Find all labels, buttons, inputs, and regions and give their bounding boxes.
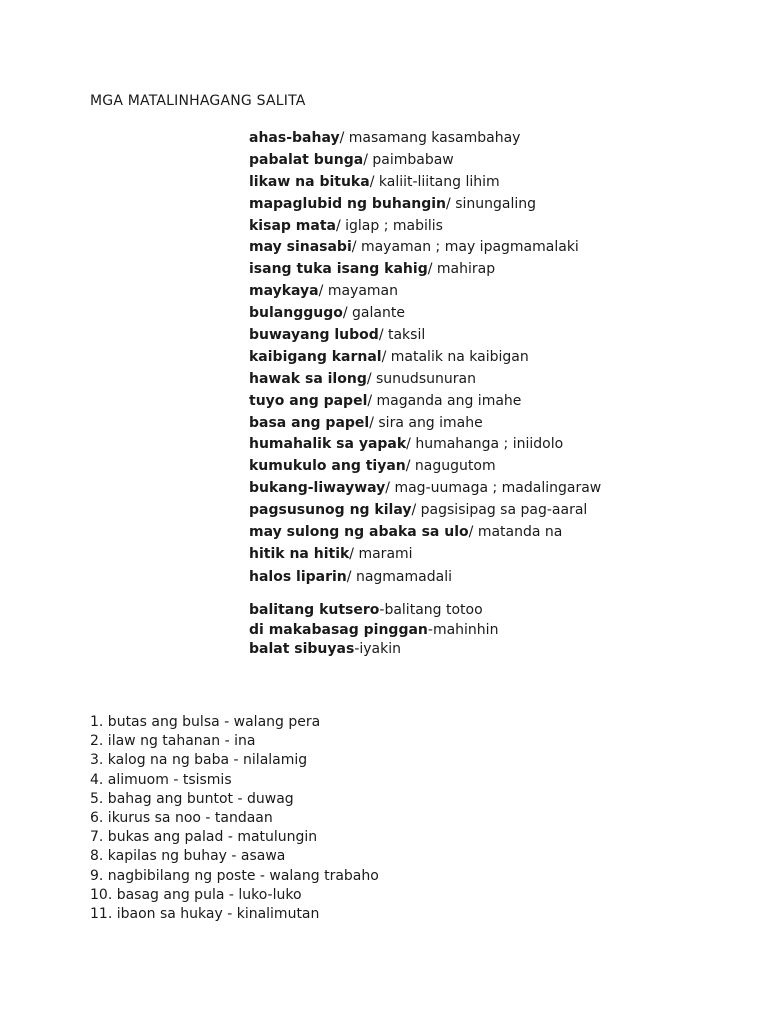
separator: / (405, 458, 415, 475)
idiom-term: kaibigang karnal (249, 348, 382, 365)
idiom-meaning: nagugutom (414, 458, 496, 475)
list-item (249, 567, 601, 589)
idiom-meaning: iglap ; mabilis (345, 217, 443, 234)
idiom-meaning: balitang totoo (384, 602, 483, 618)
separator: / (351, 239, 361, 256)
idiom-term: buwayang lubod (249, 327, 379, 344)
separator: / (363, 151, 373, 168)
list-item (249, 150, 601, 172)
idiom-meaning: taksil (387, 327, 426, 344)
idiom-term: hawak sa ilong (249, 370, 367, 387)
idiom-meaning: marami (358, 545, 413, 562)
list-item (249, 347, 601, 369)
idiom-meaning: masamang kasambahay (348, 130, 521, 146)
idiom-meaning: nagmamadali (355, 568, 452, 585)
numbered-idiom-list (90, 713, 379, 924)
idiom-meaning: mag-uumaga ; madalingaraw (394, 480, 602, 497)
list-item: 6. ikurus sa noo - tandaan (90, 809, 273, 826)
separator: - (427, 621, 433, 638)
idiom-term: basa ang papel (249, 414, 370, 431)
separator: - (354, 641, 360, 657)
list-item (249, 128, 601, 150)
idiom-meaning: iyakin (359, 641, 401, 657)
idiom-list-secondary (249, 601, 498, 660)
idiom-term: may sinasabi (249, 239, 352, 256)
idiom-term: kumukulo ang tiyan (249, 458, 406, 475)
idiom-meaning: pagsisipag sa pag-aaral (420, 502, 588, 519)
idiom-meaning: kaliit-liitang lihim (378, 173, 500, 190)
idiom-term: tuyo ang papel (249, 392, 368, 409)
separator: / (378, 327, 388, 344)
list-item (249, 281, 601, 303)
separator: / (342, 305, 353, 322)
list-item (249, 640, 498, 660)
list-item: 3. kalog na ng baba - nilalamig (90, 752, 308, 769)
idiom-term: pagsusunog ng kilay (249, 502, 412, 519)
idiom-term: kisap mata (249, 217, 336, 234)
list-item: 5. bahag ang buntot - duwag (90, 790, 294, 807)
list-item (249, 237, 601, 259)
list-item (249, 194, 601, 216)
list-item (249, 216, 601, 238)
idiom-meaning: galante (352, 305, 405, 322)
separator: / (385, 480, 395, 497)
list-item: 9. nagbibilang ng poste - walang trabaho (90, 867, 379, 884)
list-item: 4. alimuom - tsismis (90, 771, 232, 788)
list-item (249, 434, 601, 456)
idiom-meaning: matanda na (477, 524, 563, 541)
idiom-term: may sulong ng abaka sa ulo (249, 524, 469, 541)
separator: / (367, 392, 377, 409)
idiom-term: balat sibuyas (249, 641, 355, 657)
separator: / (369, 173, 379, 190)
idiom-meaning: humahanga ; iniidolo (415, 436, 564, 453)
list-item (249, 303, 601, 325)
idiom-term: mapaglubid ng buhangin (249, 195, 447, 212)
idiom-meaning: paimbabaw (372, 151, 454, 168)
separator: / (427, 261, 437, 278)
idiom-term: pabalat bunga (249, 151, 364, 168)
idiom-meaning: mahinhin (432, 621, 499, 638)
idiom-term: halos liparin (249, 568, 347, 585)
list-item: 8. kapilas ng buhay - asawa (90, 848, 286, 865)
idiom-term: maykaya (249, 283, 319, 300)
idiom-meaning: sinungaling (455, 195, 537, 212)
separator: / (335, 217, 346, 234)
idiom-term: bulanggugo (249, 305, 343, 322)
list-item (249, 456, 601, 478)
separator: / (406, 436, 416, 453)
list-item: 11. ibaon sa hukay - kinalimutan (90, 905, 320, 922)
separator: / (411, 502, 421, 519)
separator: / (369, 414, 379, 431)
list-item (249, 172, 601, 194)
separator: / (346, 568, 356, 585)
idiom-list (249, 128, 601, 589)
idiom-term: di makabasag pinggan (249, 621, 428, 638)
separator: / (446, 195, 456, 212)
list-item: 10. basag ang pula - luko-luko (90, 886, 302, 903)
idiom-term: humahalik sa yapak (249, 436, 407, 453)
list-item (249, 325, 601, 347)
idiom-meaning: mahirap (436, 261, 496, 278)
idiom-meaning: matalik na kaibigan (390, 348, 529, 365)
idiom-term: isang tuka isang kahig (249, 261, 428, 278)
idiom-term: ahas-bahay (249, 130, 340, 146)
idiom-term: bukang-liwayway (249, 480, 386, 497)
idiom-meaning: mayaman (327, 283, 398, 300)
document-title: MGA MATALINHAGANG SALITA (90, 93, 306, 109)
idiom-meaning: sira ang imahe (378, 414, 483, 431)
separator: / (381, 348, 391, 365)
list-item (249, 621, 498, 641)
list-item (249, 478, 601, 500)
list-item (249, 500, 601, 522)
separator: / (468, 524, 478, 541)
separator: / (339, 130, 349, 146)
idiom-term: balitang kutsero (249, 602, 380, 618)
idiom-meaning: maganda ang imahe (376, 392, 522, 409)
separator: / (366, 370, 377, 387)
idiom-meaning: sunudsunuran (376, 370, 476, 387)
list-item (249, 391, 601, 413)
idiom-term: likaw na bituka (249, 173, 370, 190)
separator: / (349, 545, 359, 562)
list-item (249, 601, 498, 621)
list-item (249, 369, 601, 391)
separator: - (379, 602, 385, 618)
list-item (249, 413, 601, 435)
separator: / (318, 283, 328, 300)
idiom-meaning: mayaman ; may ipagmamalaki (360, 239, 579, 256)
list-item: 7. bukas ang palad - matulungin (90, 829, 318, 846)
list-item (249, 522, 601, 544)
list-item: 2. ilaw ng tahanan - ina (90, 733, 256, 750)
list-item: 1. butas ang bulsa - walang pera (90, 714, 321, 730)
idiom-term: hitik na hitik (249, 545, 350, 562)
list-item (249, 259, 601, 281)
list-item (249, 544, 601, 566)
